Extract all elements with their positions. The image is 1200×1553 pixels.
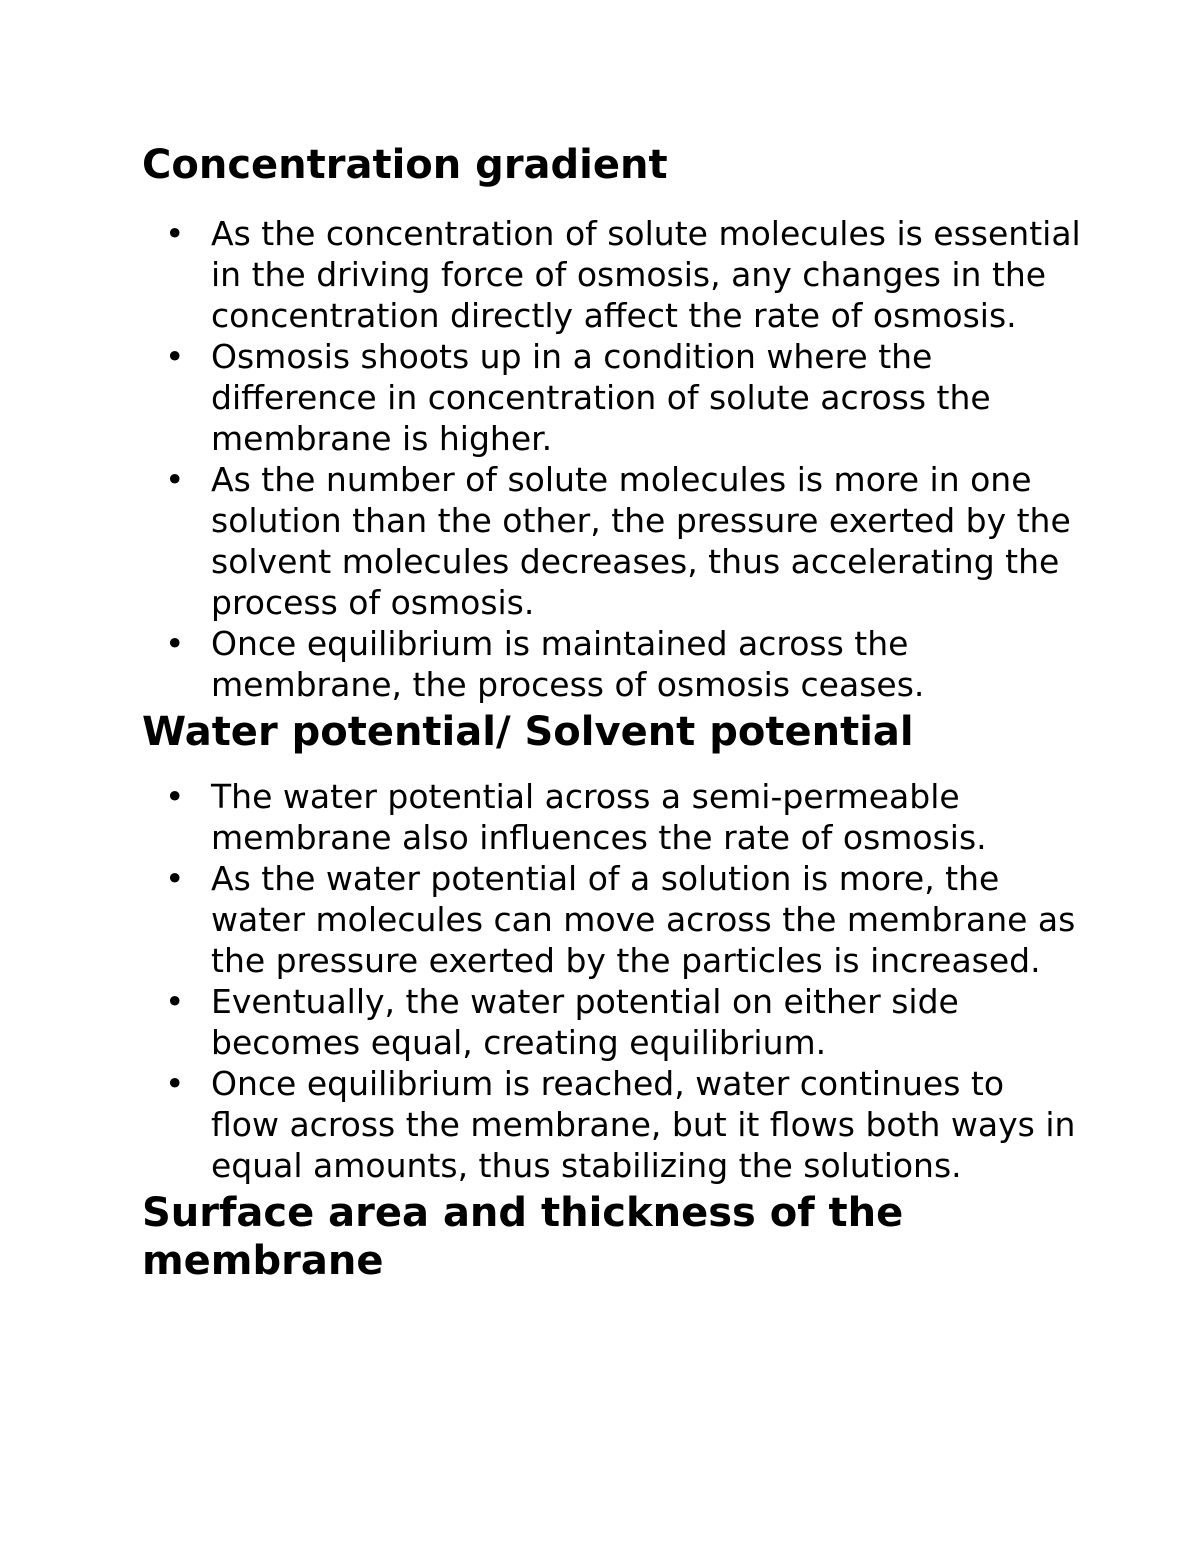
- concentration-gradient-list: [142, 213, 1082, 705]
- list-item-text: Osmosis shoots up in a condition where the difference in concentration of solute across the membrane is higher.: [211, 337, 991, 458]
- water-potential-list: [142, 776, 1082, 1186]
- list-item-text: Eventually, the water potential on either side becomes equal, creating equilibrium.: [211, 982, 959, 1062]
- list-item-text: As the concentration of solute molecules is essential in the driving force of osmosis, any changes in the concentration directly affect the rate of osmosis.: [211, 214, 1081, 335]
- bullet-marker: •: [165, 777, 185, 816]
- bullet-marker: •: [165, 982, 185, 1021]
- bullet-marker: •: [165, 1064, 185, 1103]
- list-item-text: Once equilibrium is reached, water continues to flow across the membrane, but it flows both ways in equal amounts, thus stabilizing the solutions.: [211, 1064, 1076, 1185]
- list-item: [142, 981, 1082, 1063]
- list-item: [142, 776, 1082, 858]
- bullet-marker: •: [165, 337, 185, 376]
- document-content: [142, 141, 1082, 1285]
- list-item: [142, 1063, 1082, 1186]
- list-item-text: As the water potential of a solution is more, the water molecules can move across the membrane as the pressure exerted by the particles is increased.: [211, 859, 1076, 980]
- list-item: [142, 459, 1082, 623]
- section-heading-water-potential: Water potential/ Solvent potential: [142, 709, 914, 755]
- list-item-text: Once equilibrium is maintained across the membrane, the process of osmosis ceases.: [211, 624, 925, 704]
- list-item: [142, 336, 1082, 459]
- list-item: [142, 623, 1082, 705]
- list-item: [142, 858, 1082, 981]
- section-heading-surface-area: Surface area and thickness of the membrane: [142, 1190, 904, 1284]
- bullet-marker: •: [165, 214, 185, 253]
- bullet-marker: •: [165, 624, 185, 663]
- bullet-marker: •: [165, 460, 185, 499]
- list-item-text: The water potential across a semi-permeable membrane also influences the rate of osmosis.: [211, 777, 987, 857]
- list-item: [142, 213, 1082, 336]
- section-heading-concentration-gradient: Concentration gradient: [142, 142, 668, 188]
- bullet-marker: •: [165, 859, 185, 898]
- list-item-text: As the number of solute molecules is more in one solution than the other, the pressure exerted by the solvent molecules decreases, thus accelerating the process of osmosis.: [211, 460, 1071, 622]
